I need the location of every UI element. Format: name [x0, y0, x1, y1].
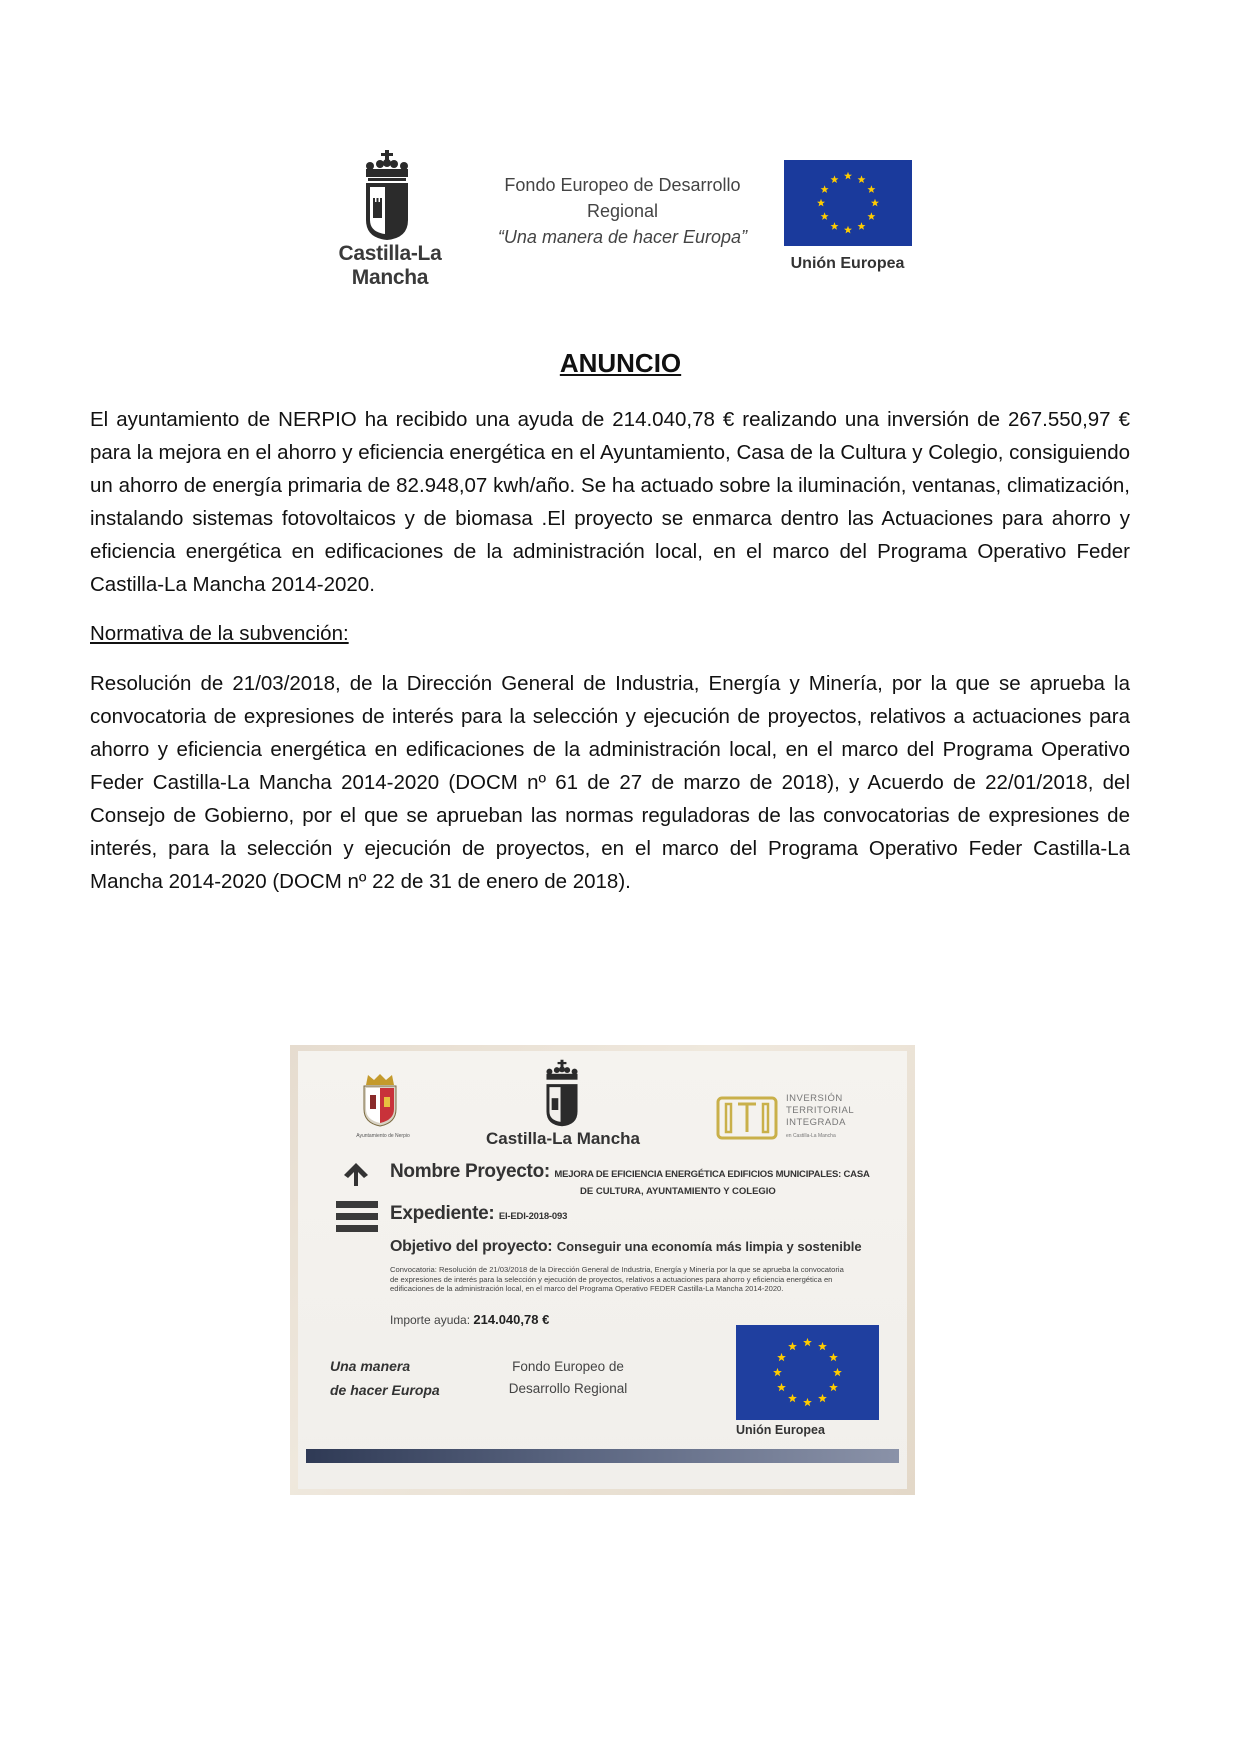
poster-feder-line-2: Desarrollo Regional [508, 1381, 628, 1396]
eu-star-icon [829, 1383, 838, 1391]
eu-star-icon [821, 212, 829, 220]
eu-star-icon [844, 172, 852, 180]
project-name-row [390, 1161, 870, 1183]
eu-star-icon [831, 222, 839, 230]
eu-star-icon [829, 1353, 838, 1361]
feder-motto: “Una manera de hacer Europa” [497, 227, 748, 247]
eu-star-icon [833, 1368, 842, 1376]
expediente-value: EI-EDI-2018-093 [498, 1211, 568, 1222]
importe-row [390, 1312, 549, 1327]
page-title: ANUNCIO [559, 348, 682, 378]
feder-line-1: Fondo Europeo de Desarrollo [504, 175, 741, 195]
eu-star-icon [803, 1338, 812, 1346]
regulation-paragraph: Resolución de 21/03/2018, de la Dirección General de Industria, Energía y Minería, por la que se aprueba la convocatoria de expresiones de interés para la selección y ejecución de proyectos, relativos a actuaciones para ahorro y eficiencia energética en edificaciones de la administración local, en el marco del Programa Operativo Feder Castilla-La Mancha 2014-2020 (DOCM nº 61 de 27 de marzo de 2018), y Acuerdo de 22/01/2018, del Consejo de Gobierno, por el que se aprueban las normas reguladoras de las convocatorias de expresiones de interés, para la selección y ejecución de proyectos, en el marco del Programa Operativo Feder Castilla-La Mancha 2014-2020 (DOCM nº 22 de 31 de enero de 2018). [90, 672, 1130, 893]
eu-star-icon [858, 175, 866, 183]
importe-label: Importe ayuda: [390, 1313, 471, 1327]
iti-logo-icon [716, 1096, 778, 1140]
poster-motto-line-1: Una manera [330, 1358, 411, 1374]
eu-star-icon [867, 185, 875, 193]
eu-label: Unión Europea [790, 255, 905, 272]
iti-line-1: INVERSIÓN [786, 1093, 843, 1104]
feder-line-2: Regional [586, 201, 659, 221]
poster-bottom-band [306, 1449, 899, 1463]
castilla-la-mancha-emblem-icon [364, 150, 410, 240]
poster-motto [330, 1354, 460, 1402]
objetivo-row [390, 1238, 862, 1256]
eu-star-icon [777, 1353, 786, 1361]
eu-star-icon [803, 1398, 812, 1406]
eu-flag-icon [784, 160, 912, 246]
poster-feder-text [488, 1356, 648, 1400]
eu-star-icon [818, 1342, 827, 1350]
eu-star-icon [844, 226, 852, 234]
eu-logo [780, 160, 915, 275]
castilla-la-mancha-logo [300, 150, 480, 289]
eu-star-icon [788, 1394, 797, 1402]
arrow-up-icon [342, 1161, 370, 1187]
eu-star-icon [867, 212, 875, 220]
eu-star-icon [821, 185, 829, 193]
convocatoria-text: Convocatoria: Resolución de 21/03/2018 de la Dirección General de Industria, Energía y Minería por la que se aprueba la convocatoria de expresiones de interés para la selección y ejecución de proyectos, relativos a actuaciones para ahorro y eficiencia energética en edificaciones de la administración local, en el marco del Programa Operativo FEDER Castilla-La Mancha 2014-2020. [390, 1265, 844, 1293]
eu-star-icon [858, 222, 866, 230]
municipality-shield-icon [360, 1073, 400, 1127]
importe-value: 214.040,78 € [473, 1312, 550, 1327]
municipality-name: Ayuntamiento de Nerpio [356, 1133, 410, 1139]
announcement-paragraph: El ayuntamiento de NERPIO ha recibido una ayuda de 214.040,78 € realizando una inversión de 267.550,97 € para la mejora en el ahorro y eficiencia energética en el Ayuntamiento, Casa de la Cultura y Colegio, consiguiendo un ahorro de energía primaria de 82.948,07 kwh/año. Se ha actuado sobre la iluminación, ventanas, climatización, instalando sistemas fotovoltaicos y de biomasa .El proyecto se enmarca dentro las Actuaciones para ahorro y eficiencia energética en edificaciones de la administración local, en el marco del Programa Operativo Feder Castilla-La Mancha 2014-2020. [90, 408, 1130, 596]
iti-line-4: en Castilla-La Mancha [786, 1133, 836, 1139]
poster-eu-label: Unión Europea [736, 1423, 825, 1437]
objetivo-value: Conseguir una economía más limpia y sostenible [556, 1239, 862, 1254]
objetivo-label: Objetivo del proyecto: [390, 1238, 553, 1255]
expediente-row [390, 1203, 567, 1225]
iti-line-3: INTEGRADA [786, 1117, 846, 1128]
castilla-la-mancha-name: Castilla-La Mancha [338, 242, 442, 289]
header-logos [300, 150, 920, 289]
project-name-value: MEJORA DE EFICIENCIA ENERGÉTICA EDIFICIOS MUNICIPALES: CASA [554, 1169, 870, 1180]
eu-star-icon [817, 199, 825, 207]
poster-eu-flag-icon [736, 1325, 879, 1420]
eu-star-icon [831, 175, 839, 183]
eu-star-icon [777, 1383, 786, 1391]
bars-icon [336, 1201, 378, 1239]
regulation-subheading: Normativa de la subvención: [90, 622, 349, 645]
poster-photo [290, 1045, 915, 1495]
project-name-value-cont: DE CULTURA, AYUNTAMIENTO Y COLEGIO [580, 1186, 776, 1197]
eu-star-icon [871, 199, 879, 207]
poster-feder-line-1: Fondo Europeo de [512, 1359, 624, 1374]
project-poster [298, 1051, 907, 1489]
expediente-label: Expediente: [390, 1203, 495, 1224]
poster-castilla-la-mancha-emblem-icon [545, 1059, 579, 1127]
iti-text [786, 1093, 886, 1142]
eu-star-icon [773, 1368, 782, 1376]
poster-motto-line-2: de hacer Europa [330, 1382, 440, 1398]
project-name-label: Nombre Proyecto: [390, 1161, 550, 1182]
feder-logo-text [490, 172, 755, 250]
iti-line-2: TERRITORIAL [786, 1105, 855, 1116]
eu-star-icon [818, 1394, 827, 1402]
eu-star-icon [788, 1342, 797, 1350]
poster-castilla-la-mancha-name: Castilla-La Mancha [486, 1129, 640, 1148]
